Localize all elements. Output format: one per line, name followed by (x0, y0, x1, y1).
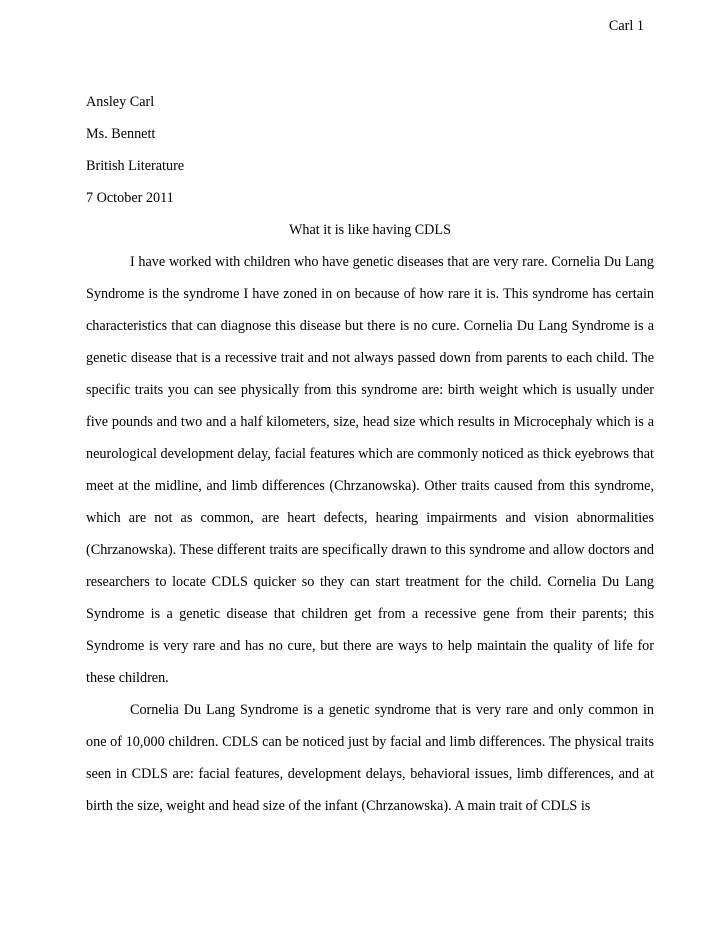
running-head: Carl 1 (608, 18, 644, 34)
document-date: 7 October 2011 (86, 190, 174, 206)
essay-title: What it is like having CDLS (289, 222, 451, 238)
teacher-name: Ms. Bennett (86, 126, 156, 142)
author-name: Ansley Carl (86, 94, 155, 110)
course-name: British Literature (86, 158, 185, 174)
document-body (86, 86, 654, 822)
paragraph-2: Cornelia Du Lang Syndrome is a genetic syndrome that is very rare and only common in one of 10,000 children. CDLS can be noticed just by facial and limb differences. The physical traits seen in CDLS are: facial features, development delays, behavioral issues, limb differences, and at birth the size, weight and head size of the infant (Chrzanowska). A main trait of CDLS is (86, 702, 654, 814)
paragraph-1: I have worked with children who have genetic diseases that are very rare. Cornelia Du Lang Syndrome is the syndrome I have zoned in on because of how rare it is. This syndrome has certain characteristics that can diagnose this disease but there is no cure. Cornelia Du Lang Syndrome is a genetic disease that is a recessive trait and not always passed down from parents to each child. The specific traits you can see physically from this syndrome are: birth weight which is usually under five pounds and two and a half kilometers, size, head size which results in Microcephaly which is a neurological development delay, facial features which are commonly noticed as thick eyebrows that meet at the midline, and limb differences (Chrzanowska). Other traits caused from this syndrome, which are not as common, are heart defects, hearing impairments and vision abnormalities (Chrzanowska). These different traits are specifically drawn to this syndrome and allow doctors and researchers to locate CDLS quicker so they can start treatment for the child. Cornelia Du Lang Syndrome is a genetic disease that children get from a recessive gene from their parents; this Syndrome is very rare and has no cure, but there are ways to help maintain the quality of life for these children. (86, 254, 654, 686)
